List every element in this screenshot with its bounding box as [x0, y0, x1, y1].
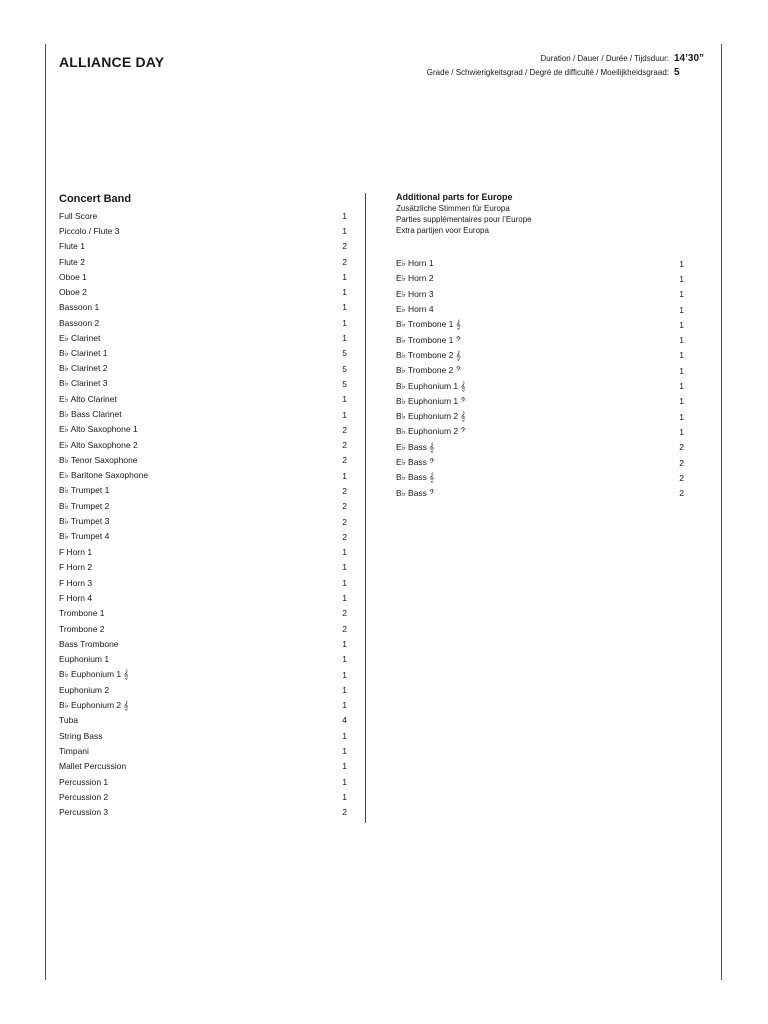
- part-quantity: 1: [679, 350, 684, 361]
- part-name: E♭ Clarinet: [59, 332, 101, 343]
- part-row: [59, 346, 347, 361]
- part-name: B♭ Trumpet 3: [59, 516, 110, 527]
- part-row: [396, 332, 684, 347]
- part-row: [59, 529, 347, 544]
- part-name: Bassoon 1: [59, 302, 100, 313]
- part-name: Euphonium 2: [59, 684, 110, 695]
- part-name: Oboe 2: [59, 287, 87, 298]
- additional-parts-heading: Additional parts for Europe: [396, 192, 513, 202]
- part-quantity: 1: [342, 684, 347, 695]
- part-row: [396, 348, 684, 363]
- grade-row: [427, 67, 708, 81]
- part-row: [59, 545, 347, 560]
- part-row: [59, 682, 347, 697]
- duration-row: [427, 53, 708, 67]
- part-quantity: 2: [342, 516, 347, 527]
- part-row: [59, 422, 347, 437]
- part-name: Percussion 1: [59, 776, 109, 787]
- part-name: Oboe 1: [59, 271, 87, 282]
- part-quantity: 5: [342, 378, 347, 389]
- part-row: [59, 392, 347, 407]
- part-row: [59, 453, 347, 468]
- duration-value: 14’30”: [674, 53, 705, 64]
- piece-title: ALLIANCE DAY: [59, 54, 165, 70]
- part-name: B♭ Euphonium 1 𝄞: [59, 669, 129, 680]
- part-row: [396, 271, 684, 286]
- part-row: [59, 698, 347, 713]
- part-name: Flute 2: [59, 256, 85, 267]
- part-name: B♭ Clarinet 3: [59, 378, 108, 389]
- part-quantity: 1: [679, 411, 684, 422]
- part-row: [59, 315, 347, 330]
- additional-parts-section: [396, 191, 684, 501]
- part-name: E♭ Horn 3: [396, 288, 434, 299]
- part-row: [396, 287, 684, 302]
- part-row: [396, 363, 684, 378]
- part-row: [59, 560, 347, 575]
- part-quantity: 2: [679, 488, 684, 499]
- part-name: Piccolo / Flute 3: [59, 225, 120, 236]
- part-quantity: 1: [679, 365, 684, 376]
- part-quantity: 1: [679, 258, 684, 269]
- part-name: F Horn 3: [59, 577, 93, 588]
- subtitle-german: Zusätzliche Stimmen für Europa: [396, 204, 510, 213]
- part-quantity: 1: [342, 761, 347, 772]
- part-quantity: 1: [342, 638, 347, 649]
- part-name: E♭ Alto Saxophone 1: [59, 424, 138, 435]
- part-quantity: 1: [679, 304, 684, 315]
- part-name: B♭ Trombone 1 𝄢: [396, 334, 462, 345]
- part-name: B♭ Trombone 1 𝄞: [396, 319, 461, 330]
- part-quantity: 2: [342, 485, 347, 496]
- part-quantity: 1: [342, 302, 347, 313]
- part-row: [396, 470, 684, 485]
- part-quantity: 1: [342, 394, 347, 405]
- part-row: [59, 468, 347, 483]
- part-quantity: 1: [342, 730, 347, 741]
- grade-label: Grade / Schwierigkeitsgrad / Degré de difficulté / Moeilijkheidsgraad:: [426, 68, 669, 77]
- part-quantity: 1: [679, 273, 684, 284]
- duration-label: Duration / Dauer / Durée / Tijdsduur:: [540, 54, 669, 63]
- part-name: B♭ Euphonium 2 𝄞: [396, 411, 466, 422]
- part-row: [396, 409, 684, 424]
- subtitle-french: Parties supplémentaires pour l’Europe: [396, 215, 532, 224]
- part-name: F Horn 1: [59, 547, 93, 558]
- part-quantity: 2: [679, 442, 684, 453]
- part-name: Bass Trombone: [59, 638, 119, 649]
- part-row: [59, 483, 347, 498]
- concert-band-heading: Concert Band: [59, 193, 132, 205]
- part-name: Trombone 1: [59, 608, 105, 619]
- part-name: F Horn 4: [59, 593, 93, 604]
- part-quantity: 2: [342, 807, 347, 818]
- part-row: [396, 424, 684, 439]
- part-quantity: 1: [342, 470, 347, 481]
- grade-value: 5: [674, 67, 680, 78]
- part-name: E♭ Alto Saxophone 2: [59, 439, 138, 450]
- part-row: [59, 254, 347, 269]
- part-quantity: 2: [342, 256, 347, 267]
- part-row: [59, 361, 347, 376]
- part-name: B♭ Euphonium 2 𝄢: [396, 426, 466, 437]
- part-quantity: 1: [342, 225, 347, 236]
- part-name: Percussion 2: [59, 791, 109, 802]
- part-name: E♭ Horn 2: [396, 273, 434, 284]
- part-quantity: 4: [342, 715, 347, 726]
- part-quantity: 2: [342, 623, 347, 634]
- part-row: [59, 636, 347, 651]
- part-row: [59, 713, 347, 728]
- page-border-left: [45, 44, 46, 980]
- part-quantity: 5: [342, 363, 347, 374]
- part-quantity: 1: [342, 562, 347, 573]
- part-quantity: 1: [679, 396, 684, 407]
- part-quantity: 2: [342, 531, 347, 542]
- part-quantity: 1: [342, 776, 347, 787]
- concert-band-section: [59, 191, 347, 820]
- part-name: E♭ Horn 1: [396, 258, 434, 269]
- part-quantity: 1: [342, 791, 347, 802]
- part-quantity: 2: [342, 440, 347, 451]
- part-row: [396, 378, 684, 393]
- part-name: Tuba: [59, 715, 79, 726]
- part-name: Flute 1: [59, 241, 85, 252]
- part-name: B♭ Tenor Saxophone: [59, 454, 138, 465]
- part-row: [59, 499, 347, 514]
- part-quantity: 1: [342, 317, 347, 328]
- part-name: Timpani: [59, 746, 89, 757]
- page-border-right: [721, 44, 722, 980]
- part-name: B♭ Trumpet 4: [59, 531, 110, 542]
- part-quantity: 1: [342, 287, 347, 298]
- part-quantity: 2: [679, 457, 684, 468]
- part-quantity: 1: [342, 700, 347, 711]
- part-quantity: 2: [679, 472, 684, 483]
- part-row: [59, 652, 347, 667]
- part-name: B♭ Bass 𝄢: [396, 487, 435, 498]
- part-row: [59, 284, 347, 299]
- part-quantity: 1: [342, 577, 347, 588]
- part-quantity: 1: [342, 333, 347, 344]
- part-name: E♭ Bass 𝄞: [396, 441, 435, 452]
- part-row: [396, 440, 684, 455]
- part-quantity: 1: [679, 319, 684, 330]
- part-quantity: 1: [342, 654, 347, 665]
- part-row: [59, 621, 347, 636]
- part-row: [396, 485, 684, 500]
- part-name: B♭ Trumpet 2: [59, 500, 110, 511]
- part-name: B♭ Trombone 2 𝄢: [396, 365, 462, 376]
- part-name: F Horn 2: [59, 562, 93, 573]
- part-quantity: 1: [679, 335, 684, 346]
- part-quantity: 1: [679, 426, 684, 437]
- part-row: [396, 455, 684, 470]
- part-row: [59, 437, 347, 452]
- part-quantity: 1: [342, 409, 347, 420]
- part-row: [59, 330, 347, 345]
- part-name: B♭ Euphonium 2 𝄞: [59, 699, 129, 710]
- concert-band-parts-list: [59, 208, 347, 820]
- part-name: E♭ Alto Clarinet: [59, 393, 117, 404]
- part-row: [59, 239, 347, 254]
- part-name: B♭ Trumpet 1: [59, 485, 110, 496]
- part-row: [59, 223, 347, 238]
- part-quantity: 1: [342, 669, 347, 680]
- part-row: [59, 743, 347, 758]
- part-quantity: 1: [679, 289, 684, 300]
- part-name: Trombone 2: [59, 623, 105, 634]
- part-quantity: 2: [342, 241, 347, 252]
- part-row: [396, 317, 684, 332]
- part-row: [396, 302, 684, 317]
- piece-metadata: [427, 53, 708, 81]
- part-quantity: 5: [342, 348, 347, 359]
- additional-parts-list: [396, 256, 684, 501]
- part-row: [59, 575, 347, 590]
- part-row: [59, 208, 347, 223]
- part-quantity: 1: [342, 746, 347, 757]
- part-name: B♭ Euphonium 1 𝄢: [396, 395, 466, 406]
- part-row: [59, 590, 347, 605]
- part-row: [59, 774, 347, 789]
- part-row: [59, 805, 347, 820]
- part-quantity: 1: [342, 210, 347, 221]
- part-row: [59, 789, 347, 804]
- part-name: B♭ Bass Clarinet: [59, 409, 122, 419]
- part-name: E♭ Horn 4: [396, 304, 434, 315]
- part-quantity: 2: [342, 424, 347, 435]
- part-quantity: 1: [679, 381, 684, 392]
- part-row: [59, 667, 347, 682]
- part-name: Full Score: [59, 210, 98, 221]
- part-name: String Bass: [59, 730, 103, 741]
- part-quantity: 2: [342, 608, 347, 619]
- part-row: [59, 514, 347, 529]
- part-name: B♭ Bass 𝄞: [396, 472, 435, 483]
- part-quantity: 1: [342, 271, 347, 282]
- part-name: E♭ Baritone Saxophone: [59, 470, 149, 481]
- part-name: E♭ Bass 𝄢: [396, 457, 435, 467]
- part-row: [59, 728, 347, 743]
- part-row: [59, 300, 347, 315]
- part-quantity: 2: [342, 455, 347, 466]
- part-name: B♭ Clarinet 2: [59, 363, 108, 374]
- part-name: B♭ Clarinet 1: [59, 347, 108, 358]
- part-row: [59, 606, 347, 621]
- column-divider: [365, 193, 366, 823]
- part-name: Percussion 3: [59, 807, 109, 818]
- part-name: B♭ Trombone 2 𝄞: [396, 349, 461, 360]
- part-row: [59, 759, 347, 774]
- part-row: [396, 256, 684, 271]
- part-quantity: 1: [342, 593, 347, 604]
- subtitle-dutch: Extra partijen voor Europa: [396, 226, 489, 235]
- part-row: [59, 407, 347, 422]
- part-name: Euphonium 1: [59, 654, 110, 665]
- part-row: [59, 269, 347, 284]
- part-row: [396, 394, 684, 409]
- part-row: [59, 376, 347, 391]
- part-name: B♭ Euphonium 1 𝄞: [396, 380, 466, 391]
- part-name: Bassoon 2: [59, 317, 100, 328]
- part-name: Mallet Percussion: [59, 761, 127, 772]
- part-quantity: 1: [342, 547, 347, 558]
- part-quantity: 2: [342, 501, 347, 512]
